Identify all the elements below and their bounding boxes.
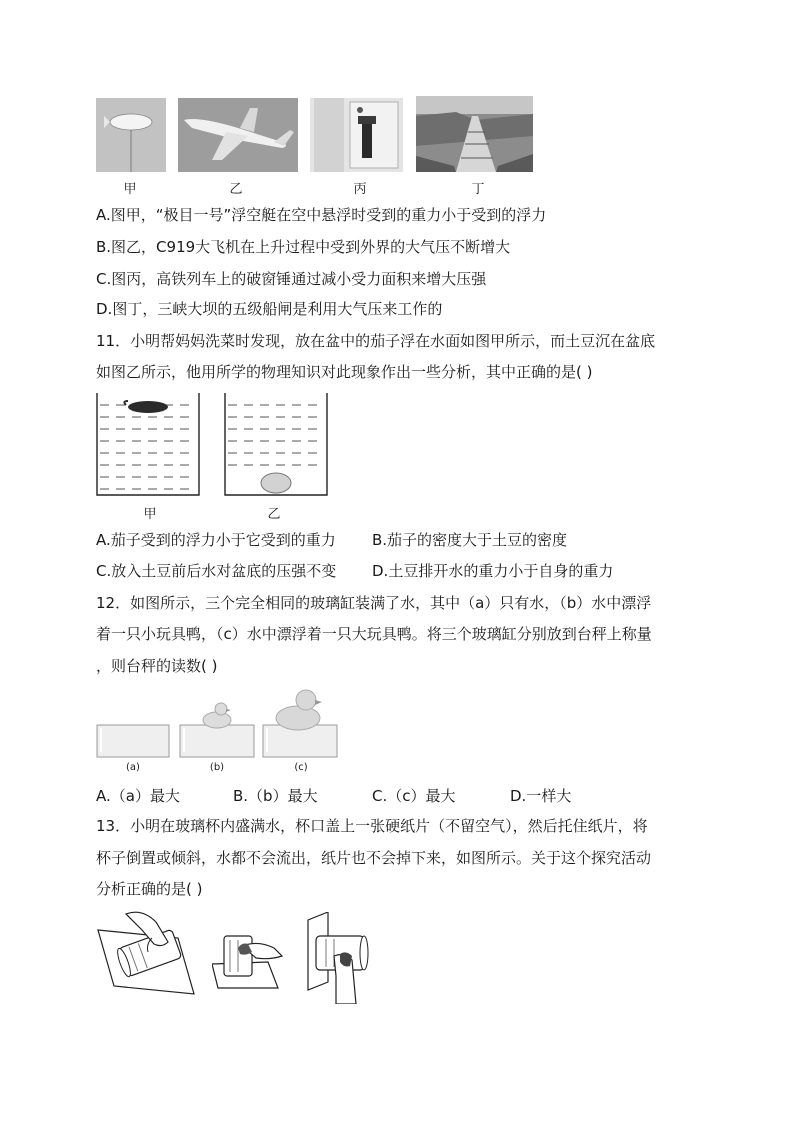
caption-a: (a) — [126, 762, 140, 773]
caption-yi: 乙 — [229, 182, 243, 197]
q10-option-c: C.图丙，高铁列车上的破窗锤通过减小受力面积来增大压强 — [96, 270, 487, 288]
q10-option-d: D.图丁，三峡大坝的五级船闸是利用大气压来工作的 — [96, 300, 443, 318]
q13-stem-line3: 分析正确的是( ) — [96, 880, 203, 898]
q12-stem-line1: 12．如图所示，三个完全相同的玻璃缸装满了水，其中（a）只有水，（b）水中漂浮 — [96, 594, 652, 612]
q13-stem-line1: 13．小明在玻璃杯内盛满水，杯口盖上一张硬纸片（不留空气），然后托住纸片，将 — [96, 817, 648, 835]
q12-option-a: A.（a）最大 — [96, 787, 180, 805]
photo-airplane — [178, 98, 298, 172]
photo-airship — [96, 98, 166, 172]
q11-stem-line1: 11．小明帮妈妈洗菜时发现，放在盆中的茄子浮在水面如图甲所示，而土豆沉在盆底 — [96, 332, 656, 350]
caption-ding: 丁 — [471, 182, 485, 197]
q12-option-b: B.（b）最大 — [233, 787, 318, 805]
tank-b-small-duck — [179, 700, 255, 758]
basin-figure-potato — [224, 393, 328, 497]
q11-caption-jia: 甲 — [143, 507, 157, 522]
cup-figure-sideways — [300, 912, 370, 1004]
q11-stem-line2: 如图乙所示，他用所学的物理知识对此现象作出一些分析，其中正确的是( ) — [96, 363, 593, 381]
q10-option-a: A.图甲，“极目一号”浮空艇在空中悬浮时受到的重力小于受到的浮力 — [96, 206, 547, 224]
basin-figure-eggplant — [96, 393, 200, 497]
caption-jia: 甲 — [123, 182, 137, 197]
tank-a — [96, 724, 170, 758]
photo-ship-lock — [416, 96, 533, 172]
caption-b: (b) — [209, 762, 225, 773]
q12-option-d: D.一样大 — [510, 787, 572, 805]
q13-stem-line2: 杯子倒置或倾斜，水都不会流出，纸片也不会掉下来，如图所示。关于这个探究活动 — [96, 849, 652, 867]
q10-option-b: B.图乙，C919大飞机在上升过程中受到外界的大气压不断增大 — [96, 238, 511, 256]
caption-c: (c) — [294, 762, 308, 773]
caption-bing: 丙 — [353, 182, 367, 197]
q12-stem-line3: ，则台秤的读数( ) — [96, 657, 218, 675]
cup-figure-tilted — [96, 908, 196, 996]
q12-stem-line2: 着一只小玩具鸭，（c）水中漂浮着一只大玩具鸭。将三个玻璃缸分别放到台秤上称量 — [96, 625, 652, 643]
cup-figure-inverted — [212, 926, 284, 996]
q11-caption-yi: 乙 — [267, 507, 281, 522]
q11-option-c: C.放入土豆前后水对盆底的压强不变 — [96, 562, 337, 580]
tank-c-large-duck — [262, 688, 338, 758]
q12-option-c: C.（c）最大 — [372, 787, 456, 805]
q11-option-d: D.土豆排开水的重力小于自身的重力 — [372, 562, 614, 580]
q11-option-b: B.茄子的密度大于土豆的密度 — [372, 531, 568, 549]
photo-train-hammer — [310, 98, 403, 172]
q11-option-a: A.茄子受到的浮力小于它受到的重力 — [96, 531, 336, 549]
